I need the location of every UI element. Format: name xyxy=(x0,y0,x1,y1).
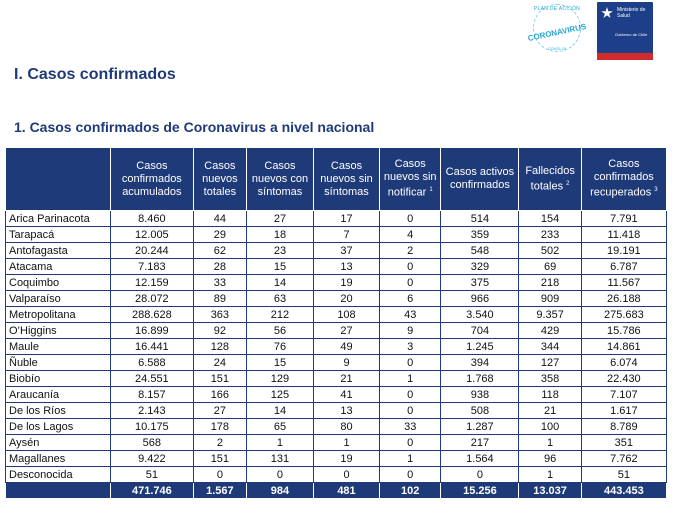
table-cell: 154 xyxy=(519,211,581,227)
table-row xyxy=(6,259,667,275)
table-cell: 43 xyxy=(380,307,441,323)
table-row xyxy=(6,227,667,243)
table-cell: 8.789 xyxy=(581,419,666,435)
total-cell: 102 xyxy=(380,483,441,499)
table-row xyxy=(6,339,667,355)
table-cell: 7.791 xyxy=(581,211,666,227)
column-header-label: Casos confirmados acumulados xyxy=(121,159,182,198)
table-cell: 27 xyxy=(313,323,379,339)
table-cell: 49 xyxy=(313,339,379,355)
table-cell: 6.787 xyxy=(581,259,666,275)
logo-covid-text: COVID-19 xyxy=(547,46,567,51)
table-cell: 9.357 xyxy=(519,307,581,323)
total-row xyxy=(6,483,667,499)
region-name: Metropolitana xyxy=(6,307,111,323)
ministry-subtitle: Gobierno de Chile xyxy=(615,32,648,37)
table-cell: 16.899 xyxy=(111,323,194,339)
column-header-label: Casos activos confirmados xyxy=(445,166,515,191)
column-header-label: Casos nuevos sin síntomas xyxy=(320,159,373,198)
table-cell: 27 xyxy=(193,403,246,419)
table-cell: 394 xyxy=(441,355,519,371)
column-header-label: Casos confirmados recuperados xyxy=(590,158,654,199)
table-row xyxy=(6,291,667,307)
table-cell: 0 xyxy=(380,355,441,371)
table-cell: 0 xyxy=(380,467,441,483)
table-cell: 288.628 xyxy=(111,307,194,323)
table-cell: 704 xyxy=(441,323,519,339)
table-cell: 1.564 xyxy=(441,451,519,467)
table-cell: 24 xyxy=(193,355,246,371)
region-name: O’Higgins xyxy=(6,323,111,339)
table-cell: 275.683 xyxy=(581,307,666,323)
region-name: De los Lagos xyxy=(6,419,111,435)
region-name: Desconocida xyxy=(6,467,111,483)
table-cell: 7 xyxy=(313,227,379,243)
table-cell: 21 xyxy=(519,403,581,419)
table-body xyxy=(6,211,667,499)
table-cell: 19 xyxy=(313,275,379,291)
table-cell: 8.460 xyxy=(111,211,194,227)
column-header xyxy=(6,148,111,211)
region-name: Ñuble xyxy=(6,355,111,371)
section-title: I. Casos confirmados xyxy=(14,66,176,83)
cases-table xyxy=(5,147,667,499)
table-cell: 0 xyxy=(380,275,441,291)
table-cell: 1.617 xyxy=(581,403,666,419)
coronavirus-plan-logo xyxy=(525,2,589,60)
region-name: Coquimbo xyxy=(6,275,111,291)
table-cell: 0 xyxy=(380,403,441,419)
table-cell: 15 xyxy=(247,259,314,275)
table-cell: 9 xyxy=(380,323,441,339)
table-cell: 344 xyxy=(519,339,581,355)
table-row xyxy=(6,387,667,403)
table-cell: 62 xyxy=(193,243,246,259)
table-row xyxy=(6,419,667,435)
table-cell: 3.540 xyxy=(441,307,519,323)
total-cell: 13.037 xyxy=(519,483,581,499)
logo-coronavirus-text: CORONAVIRUS xyxy=(526,21,587,44)
table-cell: 15 xyxy=(247,355,314,371)
table-cell: 11.418 xyxy=(581,227,666,243)
footnote-marker: 2 xyxy=(566,180,570,187)
table-cell: 76 xyxy=(247,339,314,355)
table-cell: 2 xyxy=(193,435,246,451)
table-cell: 358 xyxy=(519,371,581,387)
table-cell: 63 xyxy=(247,291,314,307)
table-cell: 568 xyxy=(111,435,194,451)
table-cell: 508 xyxy=(441,403,519,419)
table-cell: 6 xyxy=(380,291,441,307)
table-cell: 8.157 xyxy=(111,387,194,403)
total-cell: 15.256 xyxy=(441,483,519,499)
region-name: Maule xyxy=(6,339,111,355)
column-header-label: Casos nuevos sin notificar xyxy=(383,158,437,199)
table-cell: 12.005 xyxy=(111,227,194,243)
column-header xyxy=(441,148,519,211)
table-cell: 10.175 xyxy=(111,419,194,435)
table-cell: 96 xyxy=(519,451,581,467)
table-cell: 909 xyxy=(519,291,581,307)
table-cell: 37 xyxy=(313,243,379,259)
table-cell: 6.588 xyxy=(111,355,194,371)
table-cell: 51 xyxy=(111,467,194,483)
table-header-row xyxy=(6,148,667,211)
ministry-logo xyxy=(597,2,653,60)
footnote-marker: 3 xyxy=(654,187,658,194)
total-cell: 1.567 xyxy=(193,483,246,499)
table-cell: 28 xyxy=(193,259,246,275)
ministry-title: Ministerio de Salud xyxy=(617,7,646,19)
table-row xyxy=(6,307,667,323)
table-row xyxy=(6,467,667,483)
table-cell: 33 xyxy=(193,275,246,291)
table-cell: 3 xyxy=(380,339,441,355)
table-cell: 18 xyxy=(247,227,314,243)
table-cell: 0 xyxy=(441,467,519,483)
table-cell: 429 xyxy=(519,323,581,339)
table-cell: 131 xyxy=(247,451,314,467)
flag-stripe xyxy=(597,53,653,60)
table-cell: 375 xyxy=(441,275,519,291)
table-cell: 127 xyxy=(519,355,581,371)
table-row xyxy=(6,435,667,451)
table-row xyxy=(6,211,667,227)
table-cell: 51 xyxy=(581,467,666,483)
total-cell xyxy=(6,483,111,499)
table-row xyxy=(6,371,667,387)
table-cell: 29 xyxy=(193,227,246,243)
table-cell: 1.287 xyxy=(441,419,519,435)
table-cell: 14 xyxy=(247,275,314,291)
table-cell: 1.245 xyxy=(441,339,519,355)
table-row xyxy=(6,451,667,467)
table-cell: 44 xyxy=(193,211,246,227)
table-cell: 14 xyxy=(247,403,314,419)
total-cell: 443.453 xyxy=(581,483,666,499)
table-cell: 2 xyxy=(380,243,441,259)
table-cell: 11.567 xyxy=(581,275,666,291)
table-cell: 19.191 xyxy=(581,243,666,259)
table-cell: 24.551 xyxy=(111,371,194,387)
region-name: Tarapacá xyxy=(6,227,111,243)
region-name: Valparaíso xyxy=(6,291,111,307)
table-cell: 23 xyxy=(247,243,314,259)
table-cell: 56 xyxy=(247,323,314,339)
region-name: Antofagasta xyxy=(6,243,111,259)
region-name: Magallanes xyxy=(6,451,111,467)
table-cell: 1 xyxy=(313,435,379,451)
table-row xyxy=(6,403,667,419)
table-cell: 363 xyxy=(193,307,246,323)
table-row xyxy=(6,323,667,339)
table-cell: 0 xyxy=(380,259,441,275)
table-cell: 26.188 xyxy=(581,291,666,307)
table-cell: 1 xyxy=(247,435,314,451)
table-cell: 14.861 xyxy=(581,339,666,355)
region-name: Atacama xyxy=(6,259,111,275)
table-cell: 89 xyxy=(193,291,246,307)
table-cell: 7.762 xyxy=(581,451,666,467)
table-cell: 329 xyxy=(441,259,519,275)
table-cell: 1 xyxy=(519,435,581,451)
table-cell: 17 xyxy=(313,211,379,227)
column-header-label: Casos nuevos totales xyxy=(202,159,238,198)
table-cell: 178 xyxy=(193,419,246,435)
table-cell: 128 xyxy=(193,339,246,355)
table-row xyxy=(6,355,667,371)
table-cell: 218 xyxy=(519,275,581,291)
table-cell: 33 xyxy=(380,419,441,435)
table-cell: 1 xyxy=(380,451,441,467)
table-cell: 0 xyxy=(193,467,246,483)
column-header-label: Casos nuevos con síntomas xyxy=(251,159,309,198)
table-cell: 7.183 xyxy=(111,259,194,275)
total-cell: 471.746 xyxy=(111,483,194,499)
table-cell: 13 xyxy=(313,259,379,275)
table-cell: 0 xyxy=(313,467,379,483)
total-cell: 984 xyxy=(247,483,314,499)
table-cell: 359 xyxy=(441,227,519,243)
table-cell: 15.786 xyxy=(581,323,666,339)
table-cell: 80 xyxy=(313,419,379,435)
subsection-title: 1. Casos confirmados de Coronavirus a nivel nacional xyxy=(14,119,375,135)
column-header xyxy=(313,148,379,211)
table-row xyxy=(6,243,667,259)
table-cell: 151 xyxy=(193,371,246,387)
table-cell: 41 xyxy=(313,387,379,403)
table-cell: 548 xyxy=(441,243,519,259)
table-cell: 20.244 xyxy=(111,243,194,259)
region-name: Araucanía xyxy=(6,387,111,403)
total-cell: 481 xyxy=(313,483,379,499)
table-cell: 166 xyxy=(193,387,246,403)
table-cell: 1 xyxy=(519,467,581,483)
column-header xyxy=(519,148,581,211)
table-cell: 1 xyxy=(380,371,441,387)
table-cell: 0 xyxy=(247,467,314,483)
logo-plan-text: PLAN DE ACCIÓN xyxy=(533,6,581,12)
table-cell: 65 xyxy=(247,419,314,435)
table-cell: 69 xyxy=(519,259,581,275)
star-icon xyxy=(601,7,613,19)
footnote-marker: 1 xyxy=(429,187,433,194)
table-cell: 233 xyxy=(519,227,581,243)
header-logos xyxy=(525,2,670,60)
column-header xyxy=(247,148,314,211)
table-cell: 118 xyxy=(519,387,581,403)
table-cell: 129 xyxy=(247,371,314,387)
column-header-label: Fallecidos totales xyxy=(525,164,575,193)
table-cell: 514 xyxy=(441,211,519,227)
column-header xyxy=(193,148,246,211)
table-cell: 28.072 xyxy=(111,291,194,307)
table-cell: 9 xyxy=(313,355,379,371)
table-cell: 20 xyxy=(313,291,379,307)
table-cell: 16.441 xyxy=(111,339,194,355)
table-cell: 19 xyxy=(313,451,379,467)
region-name: De los Ríos xyxy=(6,403,111,419)
table-cell: 12.159 xyxy=(111,275,194,291)
table-cell: 6.074 xyxy=(581,355,666,371)
table-cell: 27 xyxy=(247,211,314,227)
column-header xyxy=(380,148,441,211)
table-cell: 4 xyxy=(380,227,441,243)
table-cell: 92 xyxy=(193,323,246,339)
table-cell: 217 xyxy=(441,435,519,451)
table-cell: 125 xyxy=(247,387,314,403)
table-cell: 351 xyxy=(581,435,666,451)
table-cell: 0 xyxy=(380,435,441,451)
table-cell: 0 xyxy=(380,211,441,227)
table-cell: 100 xyxy=(519,419,581,435)
table-cell: 108 xyxy=(313,307,379,323)
column-header xyxy=(111,148,194,211)
region-name: Aysén xyxy=(6,435,111,451)
table-cell: 2.143 xyxy=(111,403,194,419)
region-name: Biobío xyxy=(6,371,111,387)
table-cell: 13 xyxy=(313,403,379,419)
table-cell: 938 xyxy=(441,387,519,403)
table-cell: 9.422 xyxy=(111,451,194,467)
table-cell: 212 xyxy=(247,307,314,323)
table-cell: 966 xyxy=(441,291,519,307)
table-cell: 151 xyxy=(193,451,246,467)
region-name: Arica Parinacota xyxy=(6,211,111,227)
table-cell: 7.107 xyxy=(581,387,666,403)
table-cell: 22.430 xyxy=(581,371,666,387)
table-cell: 0 xyxy=(380,387,441,403)
table-row xyxy=(6,275,667,291)
table-cell: 21 xyxy=(313,371,379,387)
table-cell: 1.768 xyxy=(441,371,519,387)
column-header xyxy=(581,148,666,211)
table-cell: 502 xyxy=(519,243,581,259)
